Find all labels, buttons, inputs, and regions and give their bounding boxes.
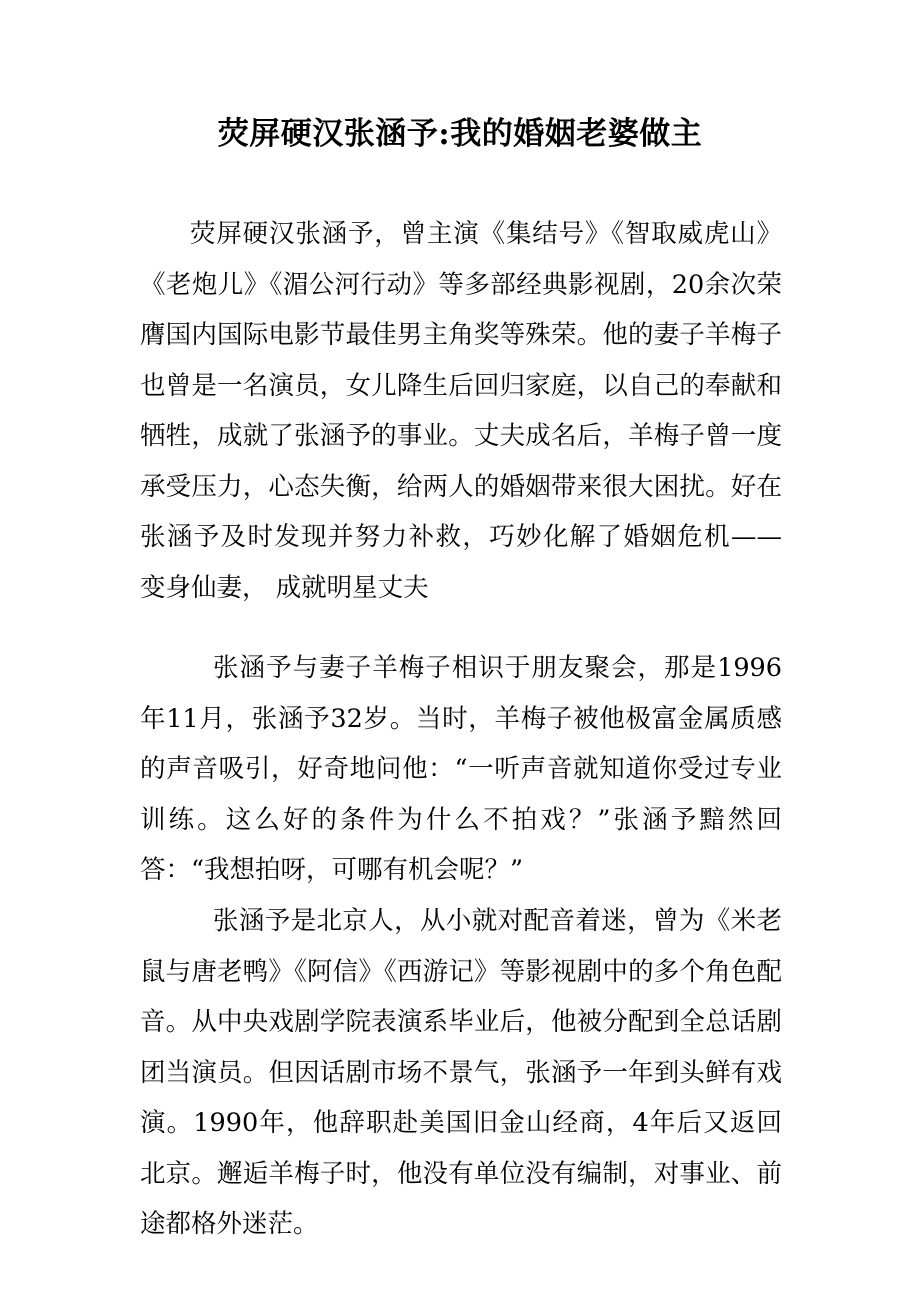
article-title: 荧屏硬汉张涵予:我的婚姻老婆做主 bbox=[217, 116, 703, 152]
paragraph-meeting: 张涵予与妻子羊梅子相识于朋友聚会，那是1996年11月，张涵予32岁。当时，羊梅子被他极富金属质感的声音吸引，好奇地问他：“一听声音就知道你受过专业训练。这么好的条件为什么不拍戏？”张涵予黯然回答：“我想拍呀，可哪有机会呢？” bbox=[140, 653, 782, 885]
paragraph-intro: 荧屏硬汉张涵予，曾主演《集结号》《智取威虎山》《老炮儿》《湄公河行动》等多部经典影视剧，20余次荣膺国内国际电影节最佳男主角奖等殊荣。他的妻子羊梅子也曾是一名演员，女儿降生后回归家庭，以自己的奉献和牺牲，成就了张涵予的事业。丈夫成名后，羊梅子曾一度承受压力，心态失衡，给两人的婚姻带来很大困扰。好在张涵予及时发现并努力补救，巧妙化解了婚姻危机—— 变身仙妻， 成就明星丈夫 bbox=[140, 219, 808, 603]
paragraph-background: 张涵予是北京人，从小就对配音着迷，曾为《米老鼠与唐老鸭》《阿信》《西游记》等影视剧中的多个角色配音。从中央戏剧学院表演系毕业后，他被分配到全总话剧团当演员。但因话剧市场不景气，张涵予一年到头鲜有戏演。1990年，他辞职赴美国旧金山经商，4年后又返回北京。邂逅羊梅子时，他没有单位没有编制，对事业、前途都格外迷茫。 bbox=[140, 906, 782, 1239]
